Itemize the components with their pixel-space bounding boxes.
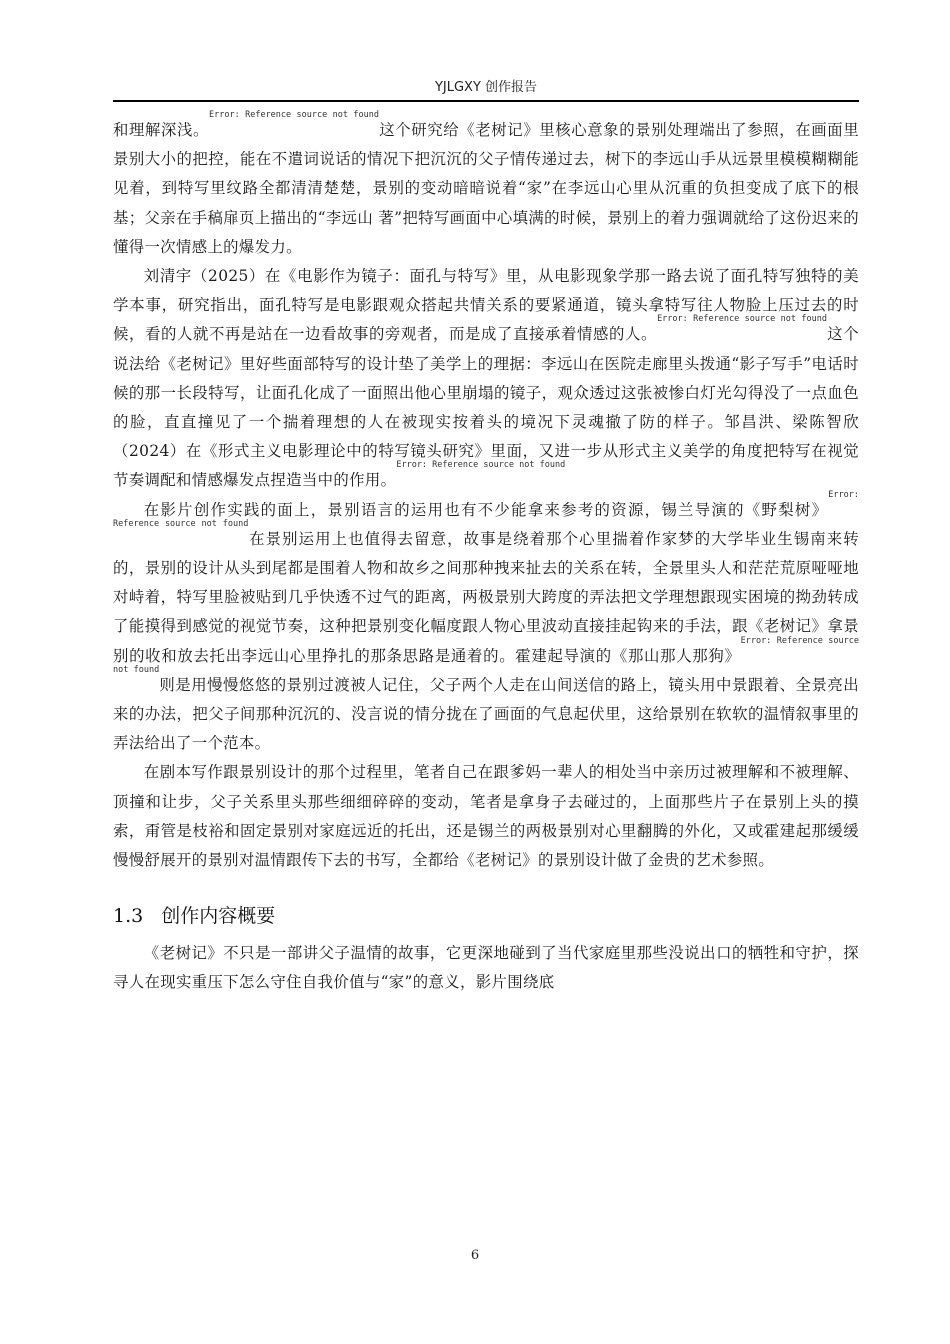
page-number: 6 — [470, 1248, 480, 1263]
text: 这个研究给《老树记》里核心意象的景别处理端出了参照，在画面里景别大小的把控，能在不遣词说话的情况下把沉沉的父子情传递过去，树下的李远山手从远景里模模糊糊能见着，到特写里纹路全都清清楚楚，景别的变动暗暗说着“家”在李远山心里从沉重的负担变成了底下的根基；父亲在手稿扉页上描出的“李远山 著”把特写画面中心填满的时候，景别上的着力强调就给了这份迟来的懂得一次情感上的爆发力。 — [113, 121, 859, 256]
text: 则是用慢慢悠悠的景别过渡被人记住，父子两个人走在山间送信的路上，镜头用中景跟着、全景亮出来的办法，把父子间那种沉沉的、没言说的情分拢在了画面的气息起伏里，这给景别在软软的温情叙事里的弄法给出了一个范本。 — [113, 675, 860, 753]
reference-error: Error: Reference source not found — [113, 489, 859, 529]
section-number: 1.3 — [113, 905, 144, 928]
paragraph-1 — [113, 110, 859, 262]
paragraph-4: 在剧本写作跟景别设计的那个过程里，笔者自己在跟爹妈一辈人的相处当中亲历过被理解和不被理解、顶撞和让步，父子关系里头那些细细碎碎的变动，笔者是拿身子去碰过的，上面那些片子在景别上头的摸索，甭管是枝裕和固定景别对家庭远近的托出，还是锡兰的两极景别对心里翻腾的外化，又或霍建起那缓缓慢慢舒展开的景别对温情跟传下去的书写，全都给《老树记》的景别设计做了金贵的艺术参照。 — [113, 763, 859, 870]
text: 刘清宇（2025）在《电影作为镜子：面孔与特写》里，从电影现象学那一路去说了面孔特写独特的美学本事，研究指出，面孔特写是电影跟观众搭起共情关系的要紧通道，镜头拿特写往人物脸上压过去的时候，看的人就不再是站在一边看故事的旁观者，而是成了直接承着情感的人。 — [113, 267, 859, 344]
reference-error: Error: Reference source not found — [113, 635, 859, 675]
text: 在影片创作实践的面上，景别语言的运用也有不少能拿来参考的资源，锡兰导演的《野梨树》 — [143, 500, 829, 519]
section-title: 创作内容概要 — [161, 905, 276, 928]
reference-error: Error: Reference source not found — [209, 110, 379, 120]
text: 和理解深浅。 — [113, 121, 210, 139]
text: 在景别运用上也值得去留意，故事是绕着那个心里揣着作家梦的大学毕业生锡南来转的，景别的设计从头到尾都是围着人物和故乡之间那种拽来扯去的关系在转，全景里头人和茫茫荒原哑哑地对峙着，特写里脸被贴到几乎快透不过气的距离，两极景别大跨度的弄法把文学理想跟现实困境的拗劲转成了能摸得到感觉的视觉节奏，这种把景别变化幅度跟人物心里波动直接挂起钩来的手法，跟《老树记》拿景别的收和放去托出李远山心里挣扎的那条思路是通着的。霍建起导演的《那山那人那狗》 — [113, 529, 859, 665]
reference-error: Error: Reference source not found — [657, 314, 827, 325]
page-header: YJLGXY 创作报告 — [434, 80, 538, 95]
reference-error: Error: Reference source not found — [396, 460, 566, 471]
main-content — [113, 110, 860, 998]
paragraph-3 — [113, 489, 860, 759]
section-heading — [113, 901, 859, 931]
paragraph-2 — [113, 262, 859, 496]
text: 这个说法给《老树记》里好些面部特写的设计垫了美学上的理据：李远山在医院走廊里头拨通“影子写手”电话时候的那一长段特写，让面孔化成了一面照出他心里崩塌的镜子，观众透过这张被惨白灯光勾得没了一点血色的脸，直直撞见了一个揣着理想的人在被现实按着头的境况下灵魂撤了防的样子。邹昌洪、梁陈智欣（2024）在《形式主义电影理论中的特写镜头研究》里面，又进一步从形式主义美学的角度把特写在视觉节奏调配和情感爆发点捏造当中的作用。 — [113, 325, 859, 490]
header-divider — [113, 100, 859, 102]
paragraph-5: 《老树记》不只是一部讲父子温情的故事，它更深地碰到了当代家庭里那些没说出口的牺牲和守护，探寻人在现实重压下怎么守住自我价值与“家”的意义，影片围绕底 — [113, 944, 859, 992]
